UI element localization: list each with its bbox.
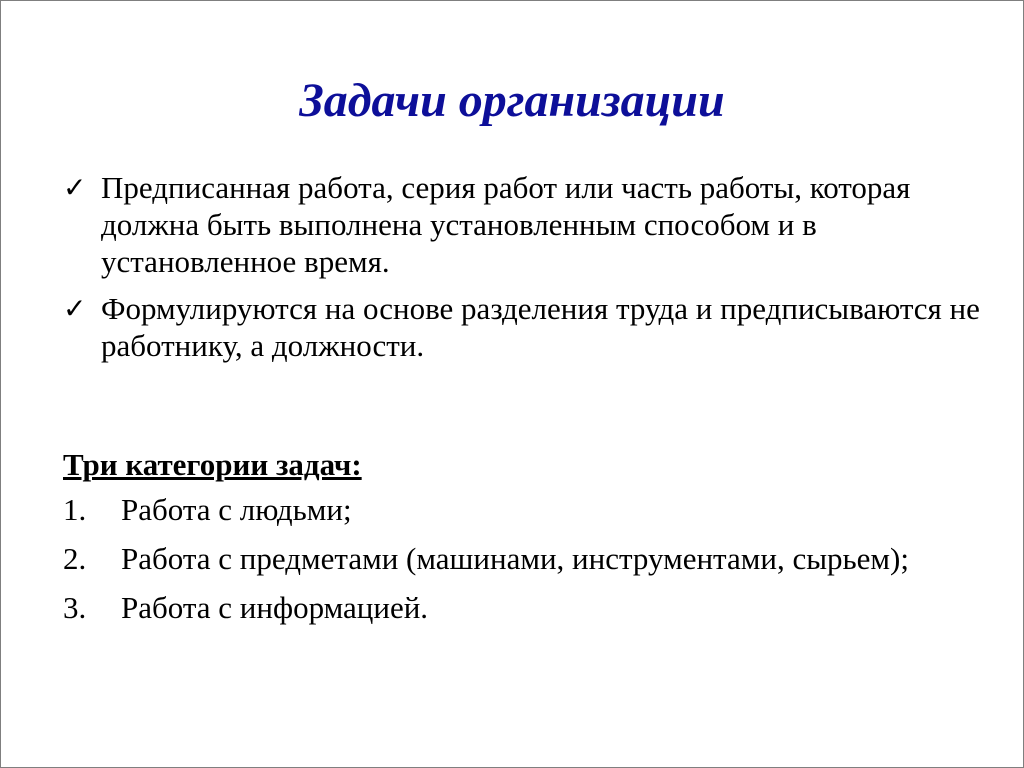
bullet-item [63,290,983,364]
item-number: 2. [63,541,87,576]
numbered-list-item [63,540,983,577]
item-text: Работа с информацией. [121,590,429,625]
item-text: Работа с предметами (машинами, инструментами, сырьем); [121,541,909,576]
categories-heading: Три категории задач: [63,447,362,482]
slide-title: Задачи организации [299,74,725,127]
numbered-list-item [63,491,983,528]
categories-section [63,445,983,638]
bullet-list [63,169,983,374]
bullet-text: Предписанная работа, серия работ или часть работы, которая должна быть выполнена установленным способом и в установленное время. [101,170,911,279]
checkmark-icon: ✓ [63,292,87,325]
bullet-item [63,169,983,280]
item-text: Работа с людьми; [121,492,352,527]
item-number: 1. [63,492,87,527]
checkmark-icon: ✓ [63,171,87,204]
item-number: 3. [63,590,87,625]
bullet-text: Формулируются на основе разделения труда и предписываются не работнику, а должности. [101,291,980,363]
numbered-list-item [63,589,983,626]
